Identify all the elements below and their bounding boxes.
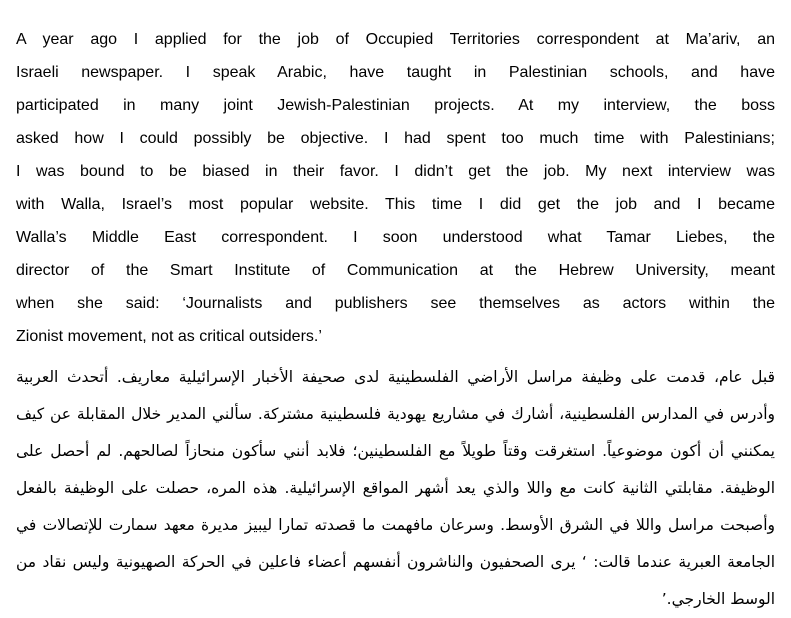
text-line: قبل عام، قدمت على وظيفة مراسل الأراضي الفلسطينية لدى صحيفة الأخبار الإسرائيلية معاريف. أتحدث العربية <box>16 368 775 386</box>
text-line: الوسط الخارجي.’ <box>661 590 775 608</box>
text-line: participated in many joint Jewish-Palestinian projects. At my interview, the boss <box>16 97 775 114</box>
text-line: Walla’s Middle East correspondent. I soon understood what Tamar Liebes, the <box>16 229 775 246</box>
text-line: Zionist movement, not as critical outsiders.’ <box>16 328 322 345</box>
text-line: يمكنني أن أكون موضوعياً. استغرقت وقتاً طويلاً مع الفلسطينين؛ فلابد أنني سأكون منحازاً لصالحهم. لم أحصل على <box>16 442 775 460</box>
arabic-paragraph <box>16 359 775 618</box>
text-line: asked how I could possibly be objective. I had spent too much time with Palestinians; <box>16 130 775 147</box>
text-line: A year ago I applied for the job of Occupied Territories correspondent at Ma’ariv, an <box>16 31 775 48</box>
text-line: when she said: ‘Journalists and publishers see themselves as actors within the <box>16 295 775 312</box>
text-line: الجامعة العبرية عندما قالت: ‘ يرى الصحفيون والناشرون أنفسهم أعضاء فاعلين في الحركة الصهيونية وليس نقاد من <box>16 553 775 571</box>
text-line: with Walla, Israel’s most popular website. This time I did get the job and I became <box>16 196 775 213</box>
text-line: وأصبحت مراسل واللا في الشرق الأوسط. وسرعان مافهمت ما قصدته تمارا ليبيز مديرة معهد سمارت للإتصالات في <box>16 516 775 534</box>
english-paragraph <box>16 23 775 353</box>
text-line: I was bound to be biased in their favor. I didn’t get the job. My next interview was <box>16 163 775 180</box>
text-line: وأدرس في المدارس الفلسطينية، أشارك في مشاريع يهودية فلسطينية مشتركة. سألني المدير خلال المقابلة عن كيف <box>16 405 775 423</box>
text-line: الوظيفة. مقابلتي الثانية كانت مع واللا والذي يعد أشهر المواقع الإسرائيلية. هذه المره، حصلت على الوظيفة بالفعل <box>16 479 775 497</box>
text-line: director of the Smart Institute of Communication at the Hebrew University, meant <box>16 262 775 279</box>
text-line: Israeli newspaper. I speak Arabic, have taught in Palestinian schools, and have <box>16 64 775 81</box>
